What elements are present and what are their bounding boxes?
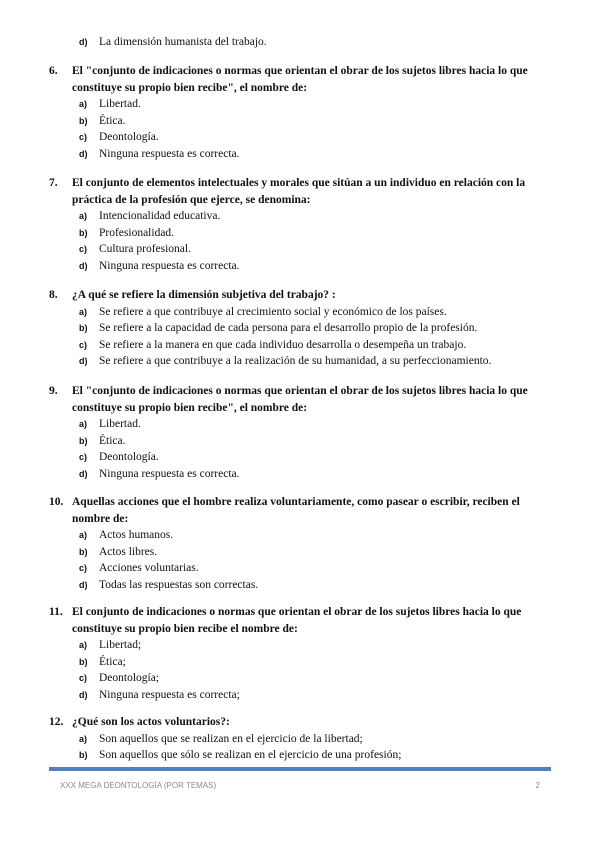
option-label: a)	[79, 306, 88, 317]
option-label: a)	[79, 733, 88, 744]
option-label: b)	[79, 435, 88, 446]
question-8	[49, 287, 557, 370]
option-text: Ninguna respuesta es correcta.	[99, 147, 240, 160]
option-b	[79, 544, 557, 561]
option-b	[79, 433, 557, 450]
question-5-tail	[49, 34, 557, 51]
option-text: Acciones voluntarias.	[99, 562, 199, 574]
option-d	[79, 34, 557, 51]
option-text: Deontología.	[99, 451, 159, 463]
option-text: La dimensión humanista del trabajo.	[99, 36, 267, 48]
question-text: El "conjunto de indicaciones o normas que orientan el obrar de los sujetos libres hacia lo que constituye su propio bien recibe", el nombre de:	[72, 65, 528, 94]
option-text: Libertad.	[99, 418, 141, 430]
option-a	[79, 637, 557, 654]
question-10	[49, 494, 557, 593]
option-text: Se refiere a la capacidad de cada persona para el desarrollo propio de la profesión.	[99, 322, 478, 334]
option-text: Se refiere a que contribuye al crecimiento social y económico de los países.	[99, 305, 447, 318]
question-text: El "conjunto de indicaciones o normas que orientan el obrar de los sujetos libres hacia lo que constituye su propio bien recibe", el nombre de:	[72, 385, 528, 414]
option-label: a)	[79, 640, 88, 650]
question-text: ¿A qué se refiere la dimensión subjetiva del trabajo? :	[72, 289, 336, 301]
option-text: Ética.	[99, 434, 126, 447]
question-number: 12.	[49, 716, 64, 728]
option-b	[79, 747, 557, 764]
option-label: b)	[79, 546, 88, 557]
page-number: 2	[535, 781, 540, 790]
question-text: Aquellas acciones que el hombre realiza voluntariamente, como pasear o escribir, reciben el nombre de:	[72, 496, 520, 525]
option-label: b)	[79, 750, 88, 760]
question-9	[49, 383, 557, 482]
option-a	[79, 527, 557, 544]
option-c	[79, 129, 557, 146]
option-label: d)	[79, 148, 88, 159]
option-a	[79, 96, 557, 113]
option-label: b)	[79, 656, 88, 667]
question-12	[49, 714, 557, 764]
question-text: El conjunto de elementos intelectuales y morales que sitúan a un individuo en relación con la práctica de la profesión que ejerce, se denomina:	[72, 177, 526, 206]
option-text: Se refiere a la manera en que cada individuo desarrolla o desempeña un trabajo.	[99, 338, 467, 351]
option-c	[79, 449, 557, 466]
option-label: d)	[79, 468, 88, 479]
option-text: Deontología;	[99, 672, 160, 684]
option-label: d)	[79, 689, 88, 700]
option-label: b)	[79, 227, 88, 238]
option-label: a)	[79, 419, 88, 429]
question-number: 7.	[49, 177, 58, 189]
option-text: Cultura profesional.	[99, 243, 191, 255]
option-text: Intencionalidad educativa.	[99, 210, 221, 222]
question-text: ¿Qué son los actos voluntarios?:	[72, 716, 230, 728]
option-label: c)	[79, 452, 88, 462]
option-text: Profesionalidad.	[99, 226, 175, 239]
option-b	[79, 113, 557, 130]
option-label: d)	[79, 37, 88, 47]
option-d	[79, 146, 557, 163]
option-d	[79, 466, 557, 483]
option-text: Actos libres.	[99, 545, 158, 558]
option-c	[79, 670, 557, 687]
option-label: b)	[79, 115, 88, 126]
option-a	[79, 416, 557, 433]
option-text: Ética.	[99, 114, 126, 127]
option-label: d)	[79, 579, 88, 590]
question-number: 10.	[49, 496, 64, 508]
question-7	[49, 175, 557, 274]
option-a	[79, 304, 557, 321]
option-c	[79, 337, 557, 354]
option-text: Son aquellos que sólo se realizan en el ejercicio de una profesión;	[99, 749, 402, 761]
option-text: Libertad;	[99, 639, 142, 651]
option-text: Todas las respuestas son correctas.	[99, 578, 259, 591]
option-label: a)	[79, 211, 88, 221]
option-d	[79, 577, 557, 594]
option-label: c)	[79, 244, 88, 254]
question-number: 11.	[49, 606, 63, 618]
option-a	[79, 731, 557, 748]
option-label: d)	[79, 260, 88, 271]
option-text: Actos humanos.	[99, 529, 174, 541]
question-number: 6.	[49, 65, 58, 77]
option-d	[79, 258, 557, 275]
option-label: c)	[79, 563, 88, 573]
option-label: c)	[79, 673, 88, 683]
option-label: d)	[79, 356, 88, 366]
option-text: Deontología.	[99, 131, 159, 143]
option-c	[79, 560, 557, 577]
option-text: Ninguna respuesta es correcta;	[99, 688, 240, 701]
option-b	[79, 225, 557, 242]
question-number: 9.	[49, 385, 58, 397]
option-c	[79, 241, 557, 258]
option-text: Ninguna respuesta es correcta.	[99, 467, 240, 480]
option-d	[79, 353, 557, 370]
footer-title: XXX MEGA DEONTOLOGÍA (POR TEMAS)	[60, 781, 217, 790]
option-b	[79, 320, 557, 337]
footer-divider	[49, 767, 551, 771]
option-label: a)	[79, 530, 88, 540]
question-text: El conjunto de indicaciones o normas que orientan el obrar de los sujetos libres hacia lo que constituye su propio bien recibe el nombre de:	[72, 606, 522, 635]
question-6	[49, 63, 557, 162]
option-text: Son aquellos que se realizan en el ejercicio de la libertad;	[99, 732, 363, 745]
option-text: Ninguna respuesta es correcta.	[99, 259, 240, 272]
option-a	[79, 208, 557, 225]
option-text: Libertad.	[99, 98, 141, 110]
option-text: Ética;	[99, 655, 126, 668]
option-text: Se refiere a que contribuye a la realización de su humanidad, a su perfeccionamiento.	[99, 355, 492, 367]
question-number: 8.	[49, 289, 58, 301]
option-label: c)	[79, 339, 88, 350]
option-label: b)	[79, 323, 88, 333]
option-b	[79, 654, 557, 671]
question-11	[49, 604, 557, 703]
option-d	[79, 687, 557, 704]
option-label: c)	[79, 132, 88, 142]
option-label: a)	[79, 99, 88, 109]
